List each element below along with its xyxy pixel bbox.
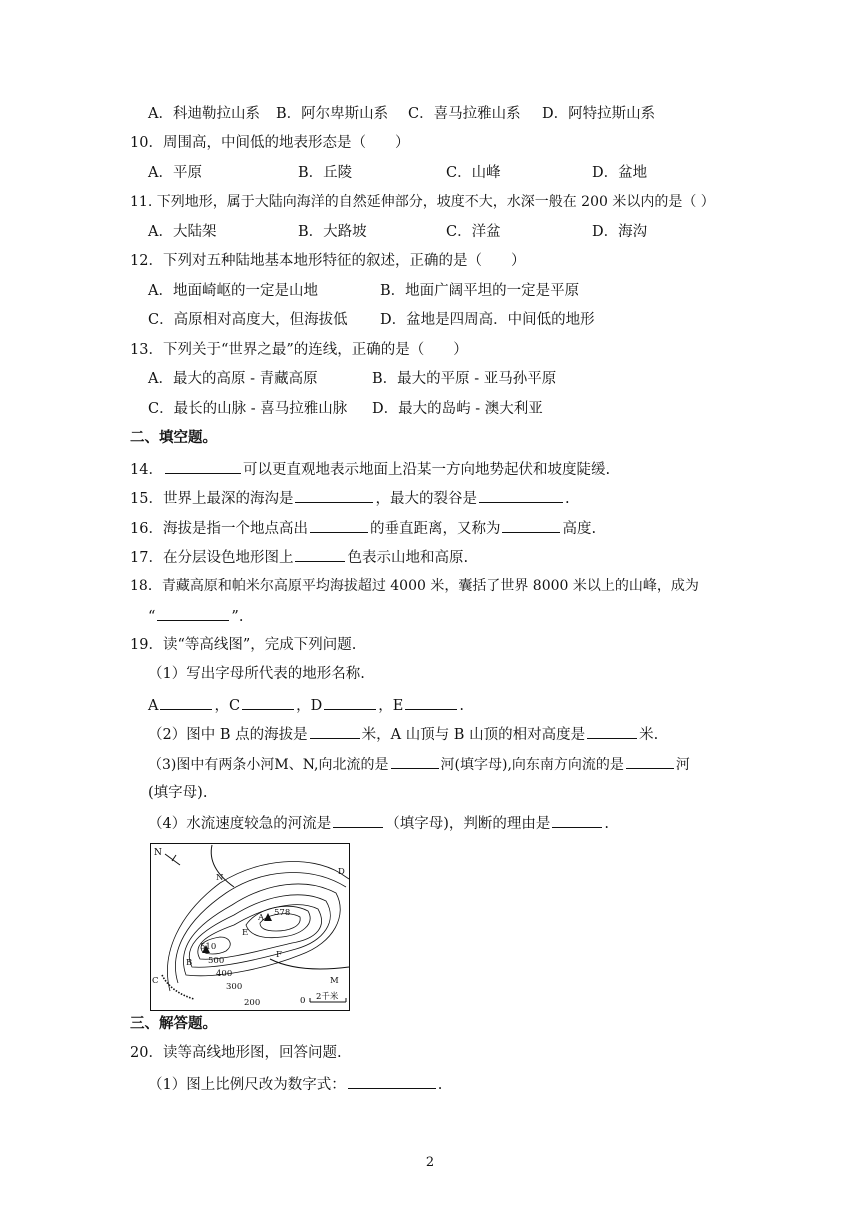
- q13-stem: 13．下列关于“世界之最”的连线，正确的是（ ）: [130, 342, 468, 358]
- q19-part-1-answers: [148, 694, 464, 716]
- q20-p1-blank[interactable]: [348, 1073, 436, 1089]
- q19-blank-a[interactable]: [160, 694, 212, 710]
- q12-option-d: D．盆地是四周高．中间低的地形: [380, 312, 595, 328]
- q16-text-1: 16．海拔是指一个地点高出: [130, 521, 308, 537]
- q19-p3-text-1: （3)图中有两条小河M、N,向北流的是: [148, 757, 389, 773]
- q19-p2-text-1: （2）图中 B 点的海拔是: [148, 727, 308, 743]
- q14-number: 14．: [130, 462, 163, 478]
- q11-option-a: A．大陆架: [148, 224, 217, 240]
- q19-p3-blank-2[interactable]: [626, 753, 674, 769]
- q19-label-d: ，D: [296, 698, 323, 714]
- q12-options-row1: [148, 281, 579, 301]
- q16-text-3: 高度.: [562, 521, 597, 537]
- q17-blank[interactable]: [295, 546, 345, 562]
- q19-blank-e[interactable]: [405, 694, 457, 710]
- q20-stem: 20．读等高线地形图，回答问题.: [130, 1045, 342, 1061]
- q17-text-2: 色表示山地和高原.: [347, 550, 469, 566]
- q19-p3-blank-1[interactable]: [391, 753, 439, 769]
- map-label-f: F: [276, 950, 282, 960]
- q11-stem: 11. 下列地形，属于大陆向海洋的自然延伸部分，坡度不大，水深一般在 200 米以内的是（ ）: [130, 194, 715, 210]
- q17: [130, 546, 468, 568]
- q13-option-c: C．最长的山脉 - 喜马拉雅山脉: [148, 401, 348, 417]
- q15-text-2: ，最大的裂谷是: [375, 491, 477, 507]
- q11-option-d: D．海沟: [592, 224, 648, 240]
- q15-blank-1[interactable]: [295, 487, 373, 503]
- q10-option-c: C．山峰: [446, 165, 501, 181]
- map-label-e: E: [242, 928, 249, 938]
- q19-p2-blank-1[interactable]: [310, 723, 360, 739]
- contour-label-400: 400: [216, 969, 233, 979]
- q9-option-a: A．科迪勒拉山系: [148, 106, 260, 122]
- map-label-a-elev: 578: [274, 908, 291, 918]
- map-label-a: A: [258, 913, 265, 923]
- q19-p4-text-3: .: [604, 816, 609, 832]
- q15-text-1: 15．世界上最深的海沟是: [130, 491, 294, 507]
- q12-option-b: B．地面广阔平坦的一定是平原: [380, 283, 580, 299]
- q13-option-a: A．最大的高原 - 青藏高原: [148, 371, 318, 387]
- q15-blank-2[interactable]: [479, 487, 563, 503]
- scale-label: 2千米: [316, 992, 339, 1002]
- q19-label-a: A: [148, 698, 159, 714]
- q14: [130, 458, 610, 480]
- q16-blank-2[interactable]: [502, 517, 560, 533]
- contour-label-300: 300: [226, 982, 243, 992]
- q19-p2-blank-2[interactable]: [587, 723, 637, 739]
- q16-blank-1[interactable]: [310, 517, 368, 533]
- q13-option-b: B．最大的平原 - 亚马孙平原: [372, 371, 557, 387]
- contour-label-500: 500: [208, 956, 225, 966]
- q11-option-c: C．洋盆: [446, 224, 501, 240]
- q19-stem: 19．读“等高线图”，完成下列问题.: [130, 637, 357, 653]
- q17-text-1: 17．在分层设色地形图上: [130, 550, 294, 566]
- q9-option-d: D．阿特拉斯山系: [542, 106, 656, 122]
- q10-options: [148, 163, 647, 183]
- q19-p3-text-3: 河: [675, 757, 690, 773]
- q19-part-1: （1）写出字母所代表的地形名称.: [148, 666, 365, 682]
- q16-text-2: 的垂直距离，又称为: [369, 521, 501, 537]
- q13-options-row2: [148, 399, 543, 419]
- q20-part-1: [148, 1073, 442, 1095]
- q10-option-b: B．丘陵: [298, 165, 353, 181]
- q10-stem: 10．周围高，中间低的地表形态是（ ）: [130, 135, 410, 151]
- q20-p1-text-1: （1）图上比例尺改为数字式：: [148, 1077, 346, 1093]
- q15: [130, 487, 570, 509]
- page-number: 2: [425, 1155, 435, 1170]
- q19-part-3-line-2: (填字母).: [148, 785, 208, 801]
- map-label-n: N: [216, 873, 224, 883]
- q12-stem: 12．下列对五种陆地基本地形特征的叙述，正确的是（ ）: [130, 253, 526, 269]
- q19-p4-text-2: （填字母)，判断的理由是: [385, 816, 551, 832]
- q9-option-b: B．阿尔卑斯山系: [276, 106, 389, 122]
- q19-part-4: [148, 812, 609, 834]
- q20-p1-text-2: .: [437, 1077, 443, 1093]
- q18-line-2: [148, 605, 243, 627]
- section-fill-in-heading: 二、填空题。: [130, 429, 217, 446]
- q10-option-d: D．盆地: [592, 165, 648, 181]
- q19-part-2: [148, 723, 658, 745]
- q19-label-e: ，E: [378, 698, 404, 714]
- q14-blank[interactable]: [165, 458, 241, 474]
- q19-end: .: [459, 698, 464, 714]
- q19-p2-text-3: 米.: [639, 727, 659, 743]
- q13-options-row1: [148, 369, 556, 389]
- q13-option-d: D．最大的岛屿 - 澳大利亚: [372, 401, 543, 417]
- q11-options: [148, 222, 647, 242]
- section-answer-heading: 三、解答题。: [130, 1015, 217, 1032]
- q19-p4-text-1: （4）水流速度较急的河流是: [148, 816, 332, 832]
- map-label-b: B: [186, 958, 193, 968]
- q19-blank-d[interactable]: [324, 694, 376, 710]
- q16: [130, 517, 596, 539]
- q19-p4-blank-1[interactable]: [333, 812, 383, 828]
- q19-p4-blank-2[interactable]: [552, 812, 602, 828]
- q19-blank-c[interactable]: [242, 694, 294, 710]
- q19-label-c: ，C: [214, 698, 241, 714]
- q18-blank[interactable]: [157, 605, 229, 621]
- q19-p2-text-2: 米，A 山顶与 B 山顶的相对高度是: [361, 727, 586, 743]
- map-label-b-elev: 510: [200, 942, 217, 952]
- q19-p3-text-2: 河(填字母),向东南方向流的是: [440, 757, 624, 773]
- q18-open-quote: “: [148, 609, 156, 625]
- contour-label-200: 200: [244, 998, 261, 1008]
- map-label-c: C: [152, 976, 159, 986]
- map-label-d: D: [338, 867, 345, 877]
- q10-option-a: A．平原: [148, 165, 202, 181]
- q14-text: 可以更直观地表示地面上沿某一方向地势起伏和坡度陡缓.: [242, 462, 611, 478]
- q12-options-row2: [148, 310, 595, 330]
- map-label-m: M: [330, 976, 339, 986]
- contour-map: [150, 843, 350, 1011]
- q11-option-b: B．大路坡: [298, 224, 367, 240]
- q9-option-c: C．喜马拉雅山系: [408, 106, 521, 122]
- map-north-label: N: [154, 848, 162, 858]
- q18-line-1: 18．青藏高原和帕米尔高原平均海拔超过 4000 米，囊括了世界 8000 米以上的山峰，成为: [130, 578, 699, 594]
- q12-option-a: A．地面崎岖的一定是山地: [148, 283, 318, 299]
- q18-close-quote: ”.: [231, 609, 244, 625]
- q9-options: [148, 104, 655, 124]
- q19-part-3: [148, 753, 690, 775]
- q15-text-3: .: [564, 491, 570, 507]
- q12-option-c: C．高原相对高度大，但海拔低: [148, 312, 348, 328]
- scale-zero: 0: [300, 996, 306, 1006]
